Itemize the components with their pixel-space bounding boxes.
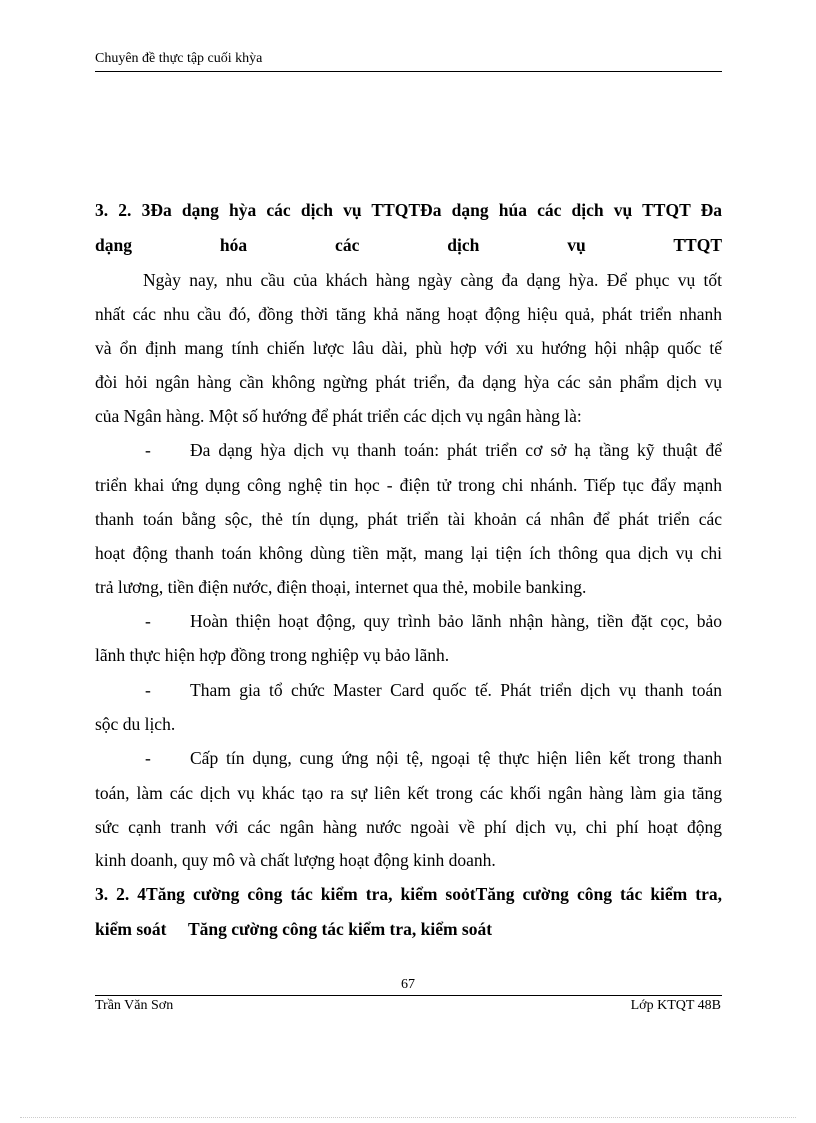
paragraph-line: đòi hỏi ngân hàng cần không ngừng phát triển, đa dạng hỳa các sản phẩm dịch vụ	[95, 372, 722, 392]
bullet-line: Tham gia tổ chức Master Card quốc tế. Phát triển dịch vụ thanh toán	[190, 680, 722, 700]
paragraph-line: Ngày nay, nhu cầu của khách hàng ngày càng đa dạng hỳa. Để phục vụ tốt	[143, 270, 722, 290]
bullet-line: lãnh thực hiện hợp đồng trong nghiệp vụ bảo lãnh.	[95, 645, 450, 665]
bullet-line: hoạt động thanh toán không dùng tiền mặt, mang lại tiện ích thông qua dịch vụ chi	[95, 543, 722, 563]
footer-class: Lớp KTQT 48B	[630, 998, 721, 1013]
paragraph-line: và ổn định mang tính chiến lược lâu dài, phù hợp với xu hướng hội nhập quốc tế	[95, 338, 722, 358]
paragraph-line: của Ngân hàng. Một số hướng để phát triển các dịch vụ ngân hàng là:	[95, 406, 582, 426]
bullet-line: kinh doanh, quy mô và chất lượng hoạt động kinh doanh.	[95, 850, 496, 870]
bullet-line: Hoàn thiện hoạt động, quy trình bảo lãnh nhận hàng, tiền đặt cọc, bảo	[190, 611, 722, 631]
running-header: Chuyên đề thực tập cuối khỳa	[95, 51, 263, 66]
bullet-line: triển khai ứng dụng công nghệ tin học - điện tử trong chi nhánh. Tiếp tục đẩy mạnh	[95, 475, 722, 495]
bullet-line: sức cạnh tranh với các ngân hàng nước ngoài về phí dịch vụ, chi phí hoạt động	[95, 817, 722, 837]
bullet-line: trả lương, tiền điện nước, điện thoại, internet qua thẻ, mobile banking.	[95, 577, 587, 597]
section-heading-3-2-3: 3. 2. 3Đa dạng hỳa các dịch vụ TTQTĐa dạng húa các dịch vụ TTQT Đa	[95, 200, 722, 220]
bullet-marker: -	[145, 680, 151, 700]
paragraph-line: nhất các nhu cầu đó, đồng thời tăng khả năng hoạt động hiệu quả, phát triển nhanh	[95, 304, 722, 324]
bullet-marker: -	[145, 748, 151, 768]
bullet-marker: -	[145, 611, 151, 631]
section-heading-3-2-4-cont: kiểm soát Tăng cường công tác kiểm tra, kiểm soát	[95, 919, 493, 939]
bullet-line: Đa dạng hỳa dịch vụ thanh toán: phát triển cơ sở hạ tầng kỹ thuật để	[190, 440, 722, 460]
page-boundary	[20, 1117, 796, 1118]
bullet-line: thanh toán bằng sộc, thẻ tín dụng, phát triển tài khoản cá nhân để phát triển các	[95, 509, 722, 529]
section-heading-3-2-4: 3. 2. 4Tăng cường công tác kiểm tra, kiểm soỏtTăng cường công tác kiểm tra,	[95, 884, 722, 904]
section-heading-3-2-3-cont: dạng hóa các dịch vụ TTQT	[95, 235, 722, 255]
bullet-line: sộc du lịch.	[95, 714, 176, 734]
bullet-line: toán, làm các dịch vụ khác tạo ra sự liên kết trong các khối ngân hàng làm gia tăng	[95, 783, 722, 803]
page-number: 67	[401, 977, 415, 992]
footer-rule	[95, 995, 722, 996]
footer-author: Trần Văn Sơn	[95, 998, 174, 1013]
header-rule	[95, 71, 722, 72]
bullet-line: Cấp tín dụng, cung ứng nội tệ, ngoại tệ thực hiện liên kết trong thanh	[190, 748, 722, 768]
bullet-marker: -	[145, 440, 151, 460]
